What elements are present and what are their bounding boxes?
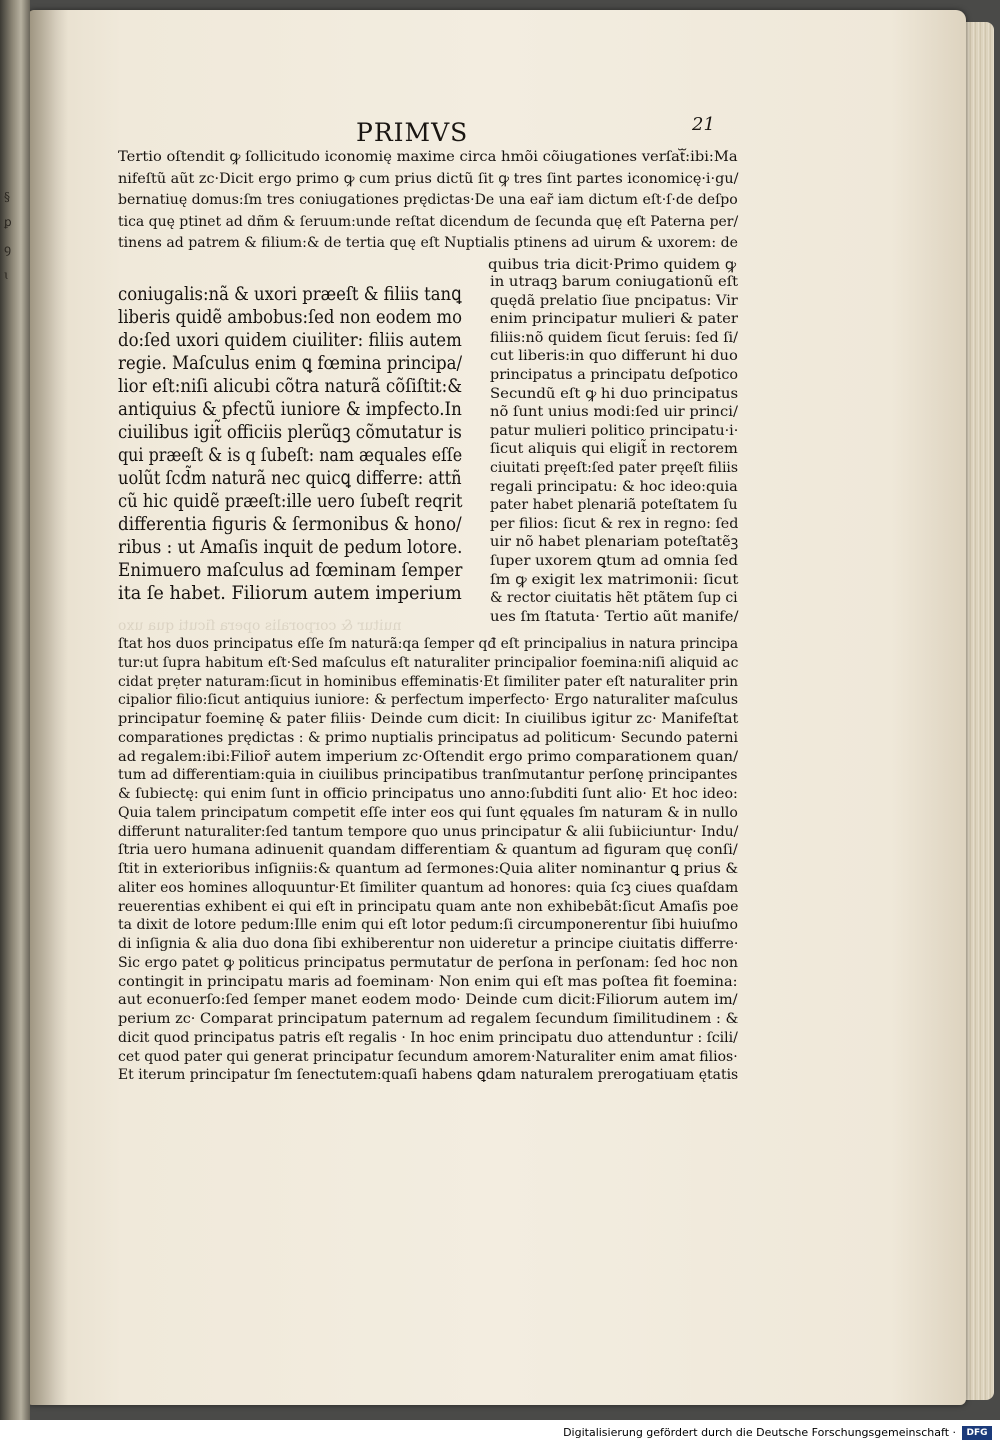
commentary-top-line: Tertio oſtendit ꝙ ſollicitudo iconomię maxime circa hmõi cõiugationes verſatᷓ:ibi:Ma	[118, 149, 738, 165]
commentary-bottom-line: ſtria uero humana adinuenit quandam differentiam & quantum ad figuram quę conſi/	[118, 842, 738, 859]
commentary-bottom-line: differunt naturaliter:ſed tantum tempore quo unus principatur & alii ſubiiciuntur· Indu/	[118, 823, 739, 840]
commentary-side-line: uir nõ habet plenariam poteſtatẽꝫ	[490, 534, 739, 551]
commentary-bottom-line: Sic ergo patet ꝙ politicus principatus permutatur de perſona in perſonam: ſed hoc non	[118, 954, 738, 971]
text-line: cũ hic quidẽ præeſt:ille uero ſubeſt reqrit	[118, 490, 463, 512]
dfg-logo[interactable]: DFG	[962, 1426, 992, 1440]
left-page-edge	[0, 0, 30, 1420]
commentary-bottom-line: tum ad differentiam:quia in ciuilibus principatibus tranſmutantur perſonę principantes	[118, 767, 738, 784]
commentary-side-line: patur mulieri politico principatu·i·	[490, 422, 739, 439]
folio-number: 21	[692, 114, 715, 135]
text-line: do:ſed uxori quidem ciuiliter: filiis autem	[118, 329, 462, 351]
commentary-bottom-line: ta dixit de lotore pedum:Ille enim qui eſt lotor pedum:ſi circumponerentur ſibi huiuſmo	[118, 917, 738, 934]
commentary-side-line: Secundũ eſt ꝙ hi duo principatus	[490, 385, 739, 402]
commentary-side-line: ſm ꝙ exigit lex matrimonii: ſicut	[490, 571, 739, 588]
commentary-bottom-line: comparationes prędictas : & primo nuptialis principatus ad politicum· Secundo paterni	[118, 729, 739, 746]
commentary-bottom-line: aliter eos homines alloquuntur·Et ſimiliter quantum ad honores: quia ſcꝫ ciues quaſdam	[118, 879, 739, 896]
page-fore-edge	[962, 22, 994, 1400]
commentary-side-line: pater habet plenariã poteſtatem ſu	[490, 497, 738, 514]
commentary-bottom-line: contingit in principatu maris ad foeminam· Non enim qui eſt mas poſtea fit foemina:	[118, 973, 738, 990]
text-line: lior eſt:niſi alicubi cõtra naturã cõſiſtit:&	[118, 375, 463, 397]
commentary-side-line: & rector ciuitatis hẽt ptãtem ſup ci	[490, 590, 738, 607]
commentary-side-line: enim principatur mulieri & pater	[490, 311, 739, 328]
text-line: regie. Maſculus enim ꝗ fœmina principa/	[118, 352, 463, 374]
commentary-bottom-line: & ſubiectę: qui enim ſunt in officio principatus uno anno:ſubditi ſunt alio· Et hoc ideo:	[118, 786, 738, 802]
commentary-bottom-line: aut econuerſo:ſed ſemper manet eodem modo· Deinde cum dicit:Filiorum autem im/	[118, 992, 738, 1009]
text-line: differentia figuris & ſermonibus & hono/	[118, 513, 462, 535]
text-line: uolũt ſcd̃m naturã nec quicꝗ differre: attñ	[118, 467, 462, 489]
commentary-bottom-line: cipalior filio:ſicut antiquius iuniore: & perfectum imperfecto· Ergo naturaliter maſculus	[118, 692, 739, 709]
text-line: Enimuero maſculus ad fœminam ſemper	[118, 559, 463, 581]
commentary-bottom-line: reuerentias exhibent ei qui eſt in principatu quam ante non exhibebãt:ſicut Amaſis poe	[118, 898, 739, 915]
commentary-bottom-line: Quia talem principatum competit eſſe inter eos qui ſunt ęquales ſm naturam & in nullo	[118, 804, 738, 821]
text-line: liberis quidẽ ambobus:ſed non eodem mo	[118, 306, 462, 328]
text-line: coniugalis:nã & uxori præeſt & filiis tanꝗ	[118, 283, 462, 305]
commentary-bottom-line: cidat prẹter naturam:ſicut in hominibus effeminatis·Et ſimiliter pater eſt naturaliter prin	[118, 673, 739, 690]
commentary-bottom-line: cet quod pater qui generat principatur ſecundum amorem·Naturaliter enim amat filios·	[118, 1048, 738, 1065]
text-line: antiquius & pfectũ iuniore & impfecto.In	[118, 398, 462, 420]
commentary-side-line: quędã prelatio ſiue pncipatus: Vir	[490, 292, 738, 309]
margin-glyph: §	[4, 190, 10, 204]
text-line: ribus : ut Amaſis inquit de pedum lotore.	[118, 536, 463, 558]
bleed-through-text: nuitur & corporalis opera ſicuti qua uxo	[118, 618, 402, 634]
running-head: PRIMVS	[356, 118, 469, 147]
commentary-bottom-line: tur:ut ſupra habitum eſt·Sed maſculus eſt naturaliter principalior foemina:niſi aliquid ac	[118, 654, 739, 671]
commentary-top-line: nifeſtũ aũt zc·Dicit ergo primo ꝙ cum prius dictũ ſit ꝙ tres ſint partes iconomicę·i·gu/	[118, 170, 739, 187]
footer-bar	[0, 1420, 1000, 1446]
text-line: ciuilibus igit̃ officiis plerũqꝫ cõmutatur is	[118, 421, 462, 443]
commentary-top-line: tinens ad patrem & filium:& de tertia quę eſt Nuptialis ptinens ad uirum & uxorem: de	[118, 235, 739, 252]
commentary-side-line: nõ ſunt unius modi:ſed uir princi/	[490, 404, 738, 421]
commentary-bottom-line: ſtat hos duos principatus eſſe ſm naturã:qa ſemper qđ eſt principalius in natura principa	[118, 636, 739, 652]
commentary-top-line: bernatiuę domus:ſm tres coniugationes prędictas·De una ear̃ iam dictum eſt·ſ·de deſpo	[118, 192, 738, 209]
commentary-bottom-line: principatur foeminę & pater filiis· Deinde cum dicit: In ciuilibus igitur zc· Manifeſtat	[118, 711, 739, 727]
commentary-bottom-line: Et iterum principatur ſm ſenectutem:quaſi habens ꝗdam naturalem prerogatiuam ętatis	[118, 1067, 739, 1084]
commentary-bottom-line: perium zc· Comparat principatum paternum ad regalem ſecundum ſimilitudinem : &	[118, 1011, 739, 1027]
commentary-bottom-line: ad regalem:ibi:Filior̃ autem imperium zc·Oſtendit ergo primo comparationem quan/	[118, 748, 739, 765]
funding-credit: Digitalisierung gefördert durch die Deutsche Forschungsgemeinschaft ·	[563, 1426, 956, 1439]
commentary-side-line: ues ſm ſtatuta· Tertio aũt manife/	[490, 608, 739, 625]
commentary-top-line: quibus tria dicit·Primo quidem ꝙ	[488, 257, 737, 273]
commentary-top-line: tica quę ptinet ad dñm & ſeruum:unde reſtat dicendum de ſecunda quę eſt Paterna per/	[118, 213, 739, 230]
commentary-bottom-line: dicit quod principatus patris eſt regalis · In hoc enim principatu duo attenduntur : ſcili/	[118, 1029, 738, 1046]
text-line: ita ſe habet. Filiorum autem imperium	[118, 582, 462, 604]
commentary-side-line: ciuitati pręeſt:ſed pater pręeſt filiis	[490, 460, 739, 476]
text-line: qui præeſt & is q ſubeſt: nam æquales eſſe	[118, 444, 463, 466]
commentary-side-line: principatus a principatu deſpotico	[490, 367, 739, 383]
commentary-bottom-line: ſtit in exterioribus inſigniis:& quantum ad ſermones:Quia aliter nominantur ꝗ prius &	[118, 861, 739, 877]
commentary-bottom-line: di inſignia & alia duo dona ſibi exhiberentur non uideretur a principe ciuitatis differre·	[118, 936, 739, 952]
margin-glyph: ꝯ	[4, 242, 12, 256]
gutter-shadow	[28, 10, 68, 1405]
margin-glyph: ꝑ	[4, 215, 12, 229]
commentary-side-line: in utraqꝫ barum coniugationũ eſt	[490, 274, 739, 290]
commentary-side-line: per filios: ſicut & rex in regno: ſed	[490, 515, 739, 532]
commentary-side-line: ſuper uxorem ꝗtum ad omnia ſed	[490, 553, 739, 569]
commentary-side-line: cut liberis:in quo differunt hi duo	[490, 348, 738, 365]
commentary-side-line: filiis:nõ quidem ſicut ſeruis: ſed ſi/	[490, 329, 738, 346]
commentary-side-line: regali principatu: & hoc ideo:quia	[490, 478, 738, 495]
commentary-side-line: ſicut aliquis qui eligit̃ in rectorem	[490, 441, 738, 458]
margin-glyph: ɩ	[4, 268, 9, 282]
